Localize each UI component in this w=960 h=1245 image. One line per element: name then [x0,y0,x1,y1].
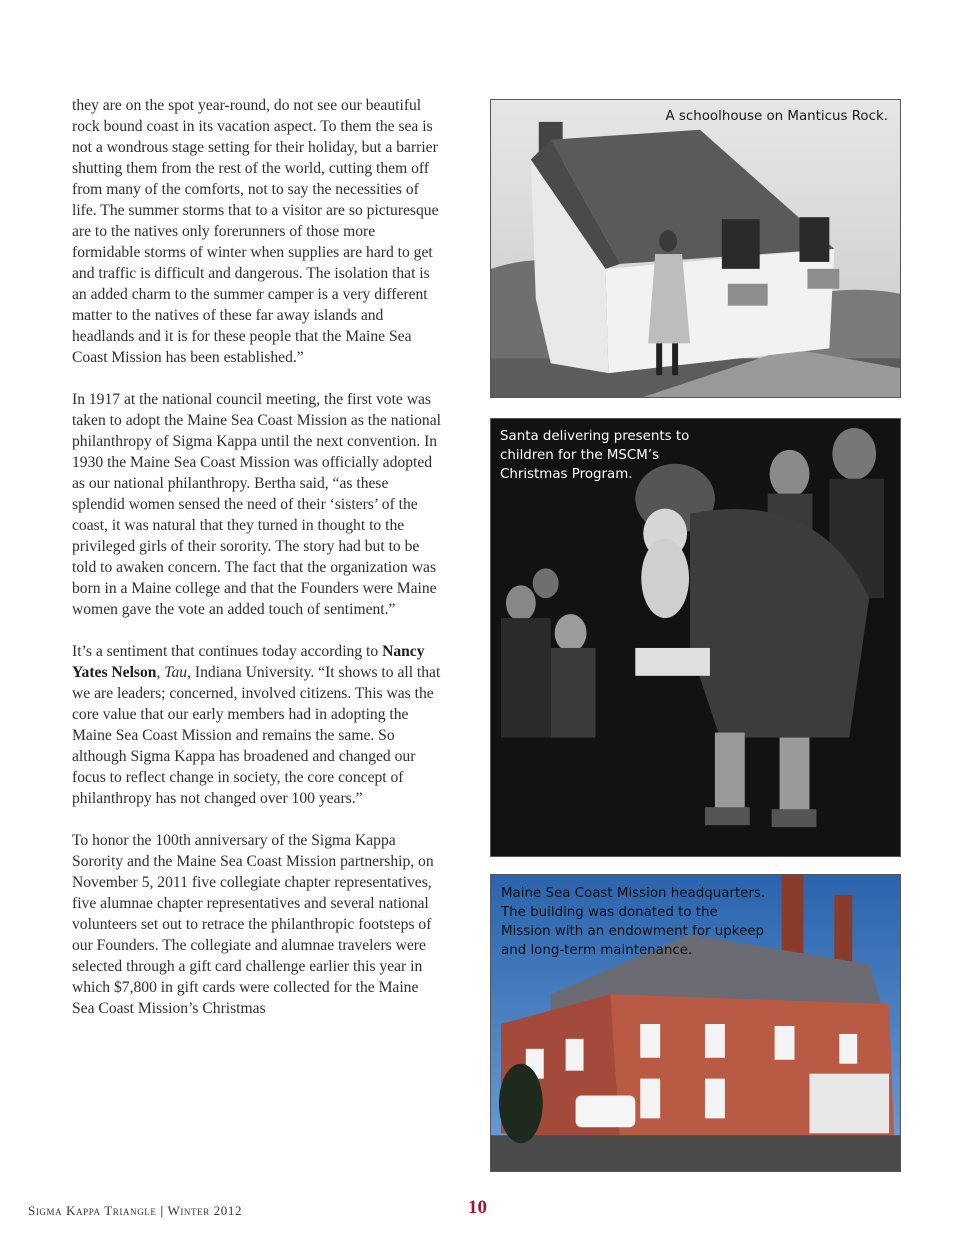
footer-separator: | [160,1203,164,1218]
schoolhouse-caption: A schoolhouse on Manticus Rock. [665,109,888,124]
issue-date: Winter 2012 [167,1203,243,1218]
santa-caption: Santa delivering presents to children for the MSCM’s Christmas Program. [500,429,690,482]
quoted-person-name: Nancy Yates Nelson [72,643,425,681]
p3-rest: , Indiana University. “It shows to all that we are leaders; concerned, involved citizens. This was the core value that our early members had in adopting the Maine Sea Coast Mission and remains the same. So although Sigma Kappa has broadened and changed our focus to reflect change in society, the core concept of philanthropy has not changed over 100 years.” [72,664,441,807]
article-paragraph-4: To honor the 100th anniversary of the Sigma Kappa Sorority and the Maine Sea Coast Mission partnership, on November 5, 2011 five collegiate chapter representatives, five alumnae chapter representatives and several national volunteers set out to retrace the philanthropic footsteps of our Founders. The collegiate and alumnae travelers were selected through a gift card challenge earlier this year in which $7,800 in gift cards were collected for the Maine Sea Coast Mission’s Christmas [72,832,434,1017]
chapter-name: Tau [164,664,188,681]
schoolhouse-illustration [491,100,900,397]
santa-illustration [491,419,900,856]
page-number: 10 [468,1197,487,1218]
article-paragraph-3 [72,641,444,809]
headquarters-photo [490,874,901,1172]
publication-name: Sigma Kappa Triangle [28,1203,157,1218]
headquarters-caption: Maine Sea Coast Mission headquarters. The building was donated to the Mission with an endowment for upkeep and long-term maintenance. [501,886,766,958]
publication-footer [28,1203,242,1219]
article-body [72,95,444,1019]
p3-intro: It’s a sentiment that continues today according to [72,643,383,660]
article-paragraph-2: In 1917 at the national council meeting, the first vote was taken to adopt the Maine Sea Coast Mission as the national philanthropy of Sigma Kappa until the next convention. In 1930 the Maine Sea Coast Mission was officially adopted as our national philanthropy. Bertha said, “as these splendid women sensed the need of their ‘sisters’ of the coast, it was natural that they turned in thought to the privileged girls of their sorority. The story had but to be told to awaken concern. The fact that the organization was born in a Maine college and that the Founders were Maine women gave the vote an added touch of sentiment.” [72,391,441,618]
schoolhouse-photo [490,99,901,398]
santa-photo [490,418,901,857]
article-paragraph-1: they are on the spot year-round, do not see our beautiful rock bound coast in its vacation aspect. To them the sea is not a wondrous stage setting for their holiday, but a barrier shutting them from the rest of the world, cutting them off from many of the comforts, not to say the necessities of life. The summer storms that to a visitor are so picturesque are to the natives only forerunners of those more formidable storms of winter when supplies are hard to get and traffic is difficult and dangerous. The isolation that is an added charm to the summer camper is a very different matter to the natives of these far away islands and headlands and it is for these people that the Maine Sea Coast Mission has been established.” [72,97,439,366]
p3-comma: , [156,664,165,681]
